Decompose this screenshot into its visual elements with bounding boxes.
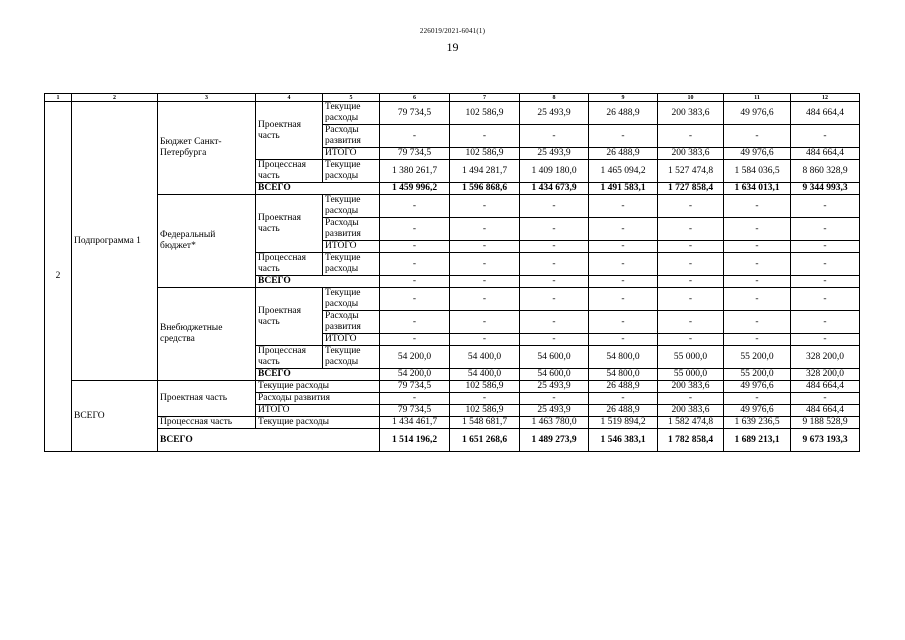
value-cell: 8 860 328,9: [791, 160, 860, 183]
value-cell: 79 734,5: [380, 405, 450, 417]
table-row: [45, 429, 860, 452]
value-cell: -: [380, 195, 450, 218]
page-number: 19: [446, 40, 459, 54]
value-cell: 1 584 036,5: [724, 160, 791, 183]
value-cell: -: [791, 288, 860, 311]
value-cell: -: [380, 288, 450, 311]
value-cell: -: [589, 125, 658, 148]
value-cell: 1 634 013,1: [724, 183, 791, 195]
value-cell: 1 494 281,7: [450, 160, 520, 183]
expense-type: Текущие расходы: [256, 381, 380, 393]
value-cell: -: [380, 276, 450, 288]
value-cell: 49 976,6: [724, 102, 791, 125]
value-cell: 102 586,9: [450, 148, 520, 160]
value-cell: -: [589, 288, 658, 311]
part-label: Процессная часть: [256, 346, 323, 369]
expense-type: Расходы развития: [256, 393, 380, 405]
source-federal: Федеральный бюджет*: [158, 195, 256, 288]
value-cell: -: [450, 311, 520, 334]
value-cell: -: [450, 195, 520, 218]
expense-type: Текущие расходы: [256, 417, 380, 429]
value-cell: 54 600,0: [520, 346, 589, 369]
value-cell: 1 651 268,6: [450, 429, 520, 452]
grand-total-label: ВСЕГО: [158, 429, 380, 452]
value-cell: -: [380, 334, 450, 346]
value-cell: 54 400,0: [450, 346, 520, 369]
value-cell: -: [658, 241, 724, 253]
row-number: 2: [45, 102, 72, 452]
value-cell: -: [658, 276, 724, 288]
total-label: ВСЕГО: [256, 276, 380, 288]
value-cell: 1 380 261,7: [380, 160, 450, 183]
value-cell: -: [380, 253, 450, 276]
value-cell: 1 463 780,0: [520, 417, 589, 429]
value-cell: -: [520, 253, 589, 276]
value-cell: -: [658, 218, 724, 241]
value-cell: -: [380, 241, 450, 253]
value-cell: -: [791, 125, 860, 148]
part-label: Проектная часть: [158, 381, 256, 417]
value-cell: 26 488,9: [589, 381, 658, 393]
part-label: Процессная часть: [256, 253, 323, 276]
value-cell: 200 383,6: [658, 148, 724, 160]
value-cell: -: [724, 241, 791, 253]
value-cell: -: [520, 311, 589, 334]
value-cell: 1 519 894,2: [589, 417, 658, 429]
value-cell: 9 673 193,3: [791, 429, 860, 452]
value-cell: -: [791, 276, 860, 288]
total-label: ВСЕГО: [256, 369, 380, 381]
value-cell: 54 800,0: [589, 346, 658, 369]
value-cell: -: [724, 276, 791, 288]
value-cell: 9 188 528,9: [791, 417, 860, 429]
value-cell: -: [791, 253, 860, 276]
value-cell: -: [520, 218, 589, 241]
value-cell: 1 459 996,2: [380, 183, 450, 195]
value-cell: 1 491 583,1: [589, 183, 658, 195]
expense-type: ИТОГО: [323, 241, 380, 253]
value-cell: 1 689 213,1: [724, 429, 791, 452]
table-row: [45, 102, 860, 125]
value-cell: 55 000,0: [658, 369, 724, 381]
document-id: 226019/2021-6041(1): [419, 27, 486, 35]
table-row: [45, 417, 860, 429]
value-cell: 1 596 868,6: [450, 183, 520, 195]
value-cell: 484 664,4: [791, 102, 860, 125]
value-cell: 54 200,0: [380, 346, 450, 369]
subprogram-label: Подпрограмма 1: [72, 102, 158, 381]
value-cell: -: [450, 125, 520, 148]
value-cell: -: [589, 195, 658, 218]
value-cell: 200 383,6: [658, 102, 724, 125]
column-header: 12: [791, 94, 860, 102]
expense-type: Расходы развития: [323, 311, 380, 334]
part-label: Процессная часть: [256, 160, 323, 183]
column-header: 8: [520, 94, 589, 102]
value-cell: 55 000,0: [658, 346, 724, 369]
value-cell: 1 782 858,4: [658, 429, 724, 452]
value-cell: 79 734,5: [380, 148, 450, 160]
value-cell: -: [791, 393, 860, 405]
source-extrabudgetary: Внебюджетные средства: [158, 288, 256, 381]
expense-type: Текущие расходы: [323, 195, 380, 218]
value-cell: -: [380, 218, 450, 241]
value-cell: -: [724, 195, 791, 218]
value-cell: 1 514 196,2: [380, 429, 450, 452]
column-header: 11: [724, 94, 791, 102]
value-cell: 102 586,9: [450, 102, 520, 125]
value-cell: 102 586,9: [450, 381, 520, 393]
value-cell: -: [589, 393, 658, 405]
column-header: 10: [658, 94, 724, 102]
value-cell: -: [520, 276, 589, 288]
value-cell: -: [724, 311, 791, 334]
value-cell: 9 344 993,3: [791, 183, 860, 195]
value-cell: 1 582 474,8: [658, 417, 724, 429]
value-cell: 25 493,9: [520, 405, 589, 417]
value-cell: -: [724, 253, 791, 276]
value-cell: -: [791, 334, 860, 346]
value-cell: -: [520, 334, 589, 346]
table-row: [45, 288, 860, 311]
expense-type: Расходы развития: [323, 218, 380, 241]
value-cell: 484 664,4: [791, 381, 860, 393]
expense-type: Текущие расходы: [323, 346, 380, 369]
value-cell: 26 488,9: [589, 148, 658, 160]
value-cell: -: [589, 276, 658, 288]
table-row: [45, 381, 860, 393]
value-cell: -: [658, 393, 724, 405]
value-cell: 1 527 474,8: [658, 160, 724, 183]
value-cell: -: [450, 241, 520, 253]
value-cell: 200 383,6: [658, 381, 724, 393]
column-header: 5: [323, 94, 380, 102]
value-cell: 25 493,9: [520, 148, 589, 160]
value-cell: -: [791, 195, 860, 218]
table-row: [45, 94, 860, 102]
column-header: 1: [45, 94, 72, 102]
value-cell: -: [380, 311, 450, 334]
value-cell: 54 600,0: [520, 369, 589, 381]
value-cell: -: [658, 311, 724, 334]
value-cell: 1 548 681,7: [450, 417, 520, 429]
expense-type: Расходы развития: [323, 125, 380, 148]
value-cell: 25 493,9: [520, 381, 589, 393]
value-cell: -: [450, 253, 520, 276]
value-cell: 1 434 461,7: [380, 417, 450, 429]
value-cell: 79 734,5: [380, 102, 450, 125]
expense-type: Текущие расходы: [323, 288, 380, 311]
value-cell: 102 586,9: [450, 405, 520, 417]
value-cell: -: [380, 393, 450, 405]
column-header: 7: [450, 94, 520, 102]
value-cell: 328 200,0: [791, 369, 860, 381]
value-cell: -: [520, 393, 589, 405]
value-cell: -: [589, 253, 658, 276]
value-cell: -: [724, 334, 791, 346]
value-cell: -: [589, 218, 658, 241]
value-cell: 79 734,5: [380, 381, 450, 393]
total-label: ВСЕГО: [256, 183, 380, 195]
value-cell: -: [520, 288, 589, 311]
value-cell: 49 976,6: [724, 148, 791, 160]
value-cell: 54 400,0: [450, 369, 520, 381]
total-block-label: ВСЕГО: [72, 381, 158, 452]
value-cell: -: [380, 125, 450, 148]
value-cell: -: [450, 218, 520, 241]
value-cell: -: [520, 125, 589, 148]
value-cell: -: [450, 393, 520, 405]
column-header: 3: [158, 94, 256, 102]
value-cell: -: [520, 195, 589, 218]
value-cell: 49 976,6: [724, 405, 791, 417]
value-cell: -: [724, 393, 791, 405]
value-cell: 1 434 673,9: [520, 183, 589, 195]
part-label: Проектная часть: [256, 195, 323, 253]
value-cell: -: [450, 334, 520, 346]
value-cell: 1 409 180,0: [520, 160, 589, 183]
value-cell: 1 639 236,5: [724, 417, 791, 429]
value-cell: 26 488,9: [589, 102, 658, 125]
value-cell: -: [791, 311, 860, 334]
value-cell: 484 664,4: [791, 148, 860, 160]
value-cell: -: [658, 195, 724, 218]
value-cell: -: [724, 218, 791, 241]
value-cell: 328 200,0: [791, 346, 860, 369]
column-header: 6: [380, 94, 450, 102]
budget-table: [44, 93, 860, 452]
value-cell: -: [658, 288, 724, 311]
expense-type: ИТОГО: [256, 405, 380, 417]
value-cell: -: [658, 253, 724, 276]
value-cell: -: [791, 241, 860, 253]
table-row: [45, 195, 860, 218]
value-cell: -: [724, 125, 791, 148]
value-cell: -: [658, 125, 724, 148]
value-cell: 25 493,9: [520, 102, 589, 125]
value-cell: -: [658, 334, 724, 346]
value-cell: -: [589, 311, 658, 334]
expense-type: ИТОГО: [323, 334, 380, 346]
value-cell: 1 727 858,4: [658, 183, 724, 195]
value-cell: 1 489 273,9: [520, 429, 589, 452]
value-cell: 55 200,0: [724, 369, 791, 381]
part-label: Проектная часть: [256, 288, 323, 346]
value-cell: -: [589, 334, 658, 346]
source-spb: Бюджет Санкт-Петербурга: [158, 102, 256, 195]
value-cell: -: [589, 241, 658, 253]
value-cell: 54 800,0: [589, 369, 658, 381]
expense-type: Текущие расходы: [323, 160, 380, 183]
value-cell: -: [791, 218, 860, 241]
value-cell: 55 200,0: [724, 346, 791, 369]
column-header: 2: [72, 94, 158, 102]
value-cell: 54 200,0: [380, 369, 450, 381]
value-cell: 484 664,4: [791, 405, 860, 417]
value-cell: 200 383,6: [658, 405, 724, 417]
expense-type: Текущие расходы: [323, 253, 380, 276]
expense-type: Текущие расходы: [323, 102, 380, 125]
value-cell: 1 546 383,1: [589, 429, 658, 452]
column-header: 4: [256, 94, 323, 102]
value-cell: 49 976,6: [724, 381, 791, 393]
value-cell: -: [520, 241, 589, 253]
expense-type: ИТОГО: [323, 148, 380, 160]
part-label: Проектная часть: [256, 102, 323, 160]
value-cell: 26 488,9: [589, 405, 658, 417]
value-cell: -: [724, 288, 791, 311]
value-cell: -: [450, 288, 520, 311]
part-label: Процессная часть: [158, 417, 256, 429]
column-header: 9: [589, 94, 658, 102]
value-cell: 1 465 094,2: [589, 160, 658, 183]
value-cell: -: [450, 276, 520, 288]
